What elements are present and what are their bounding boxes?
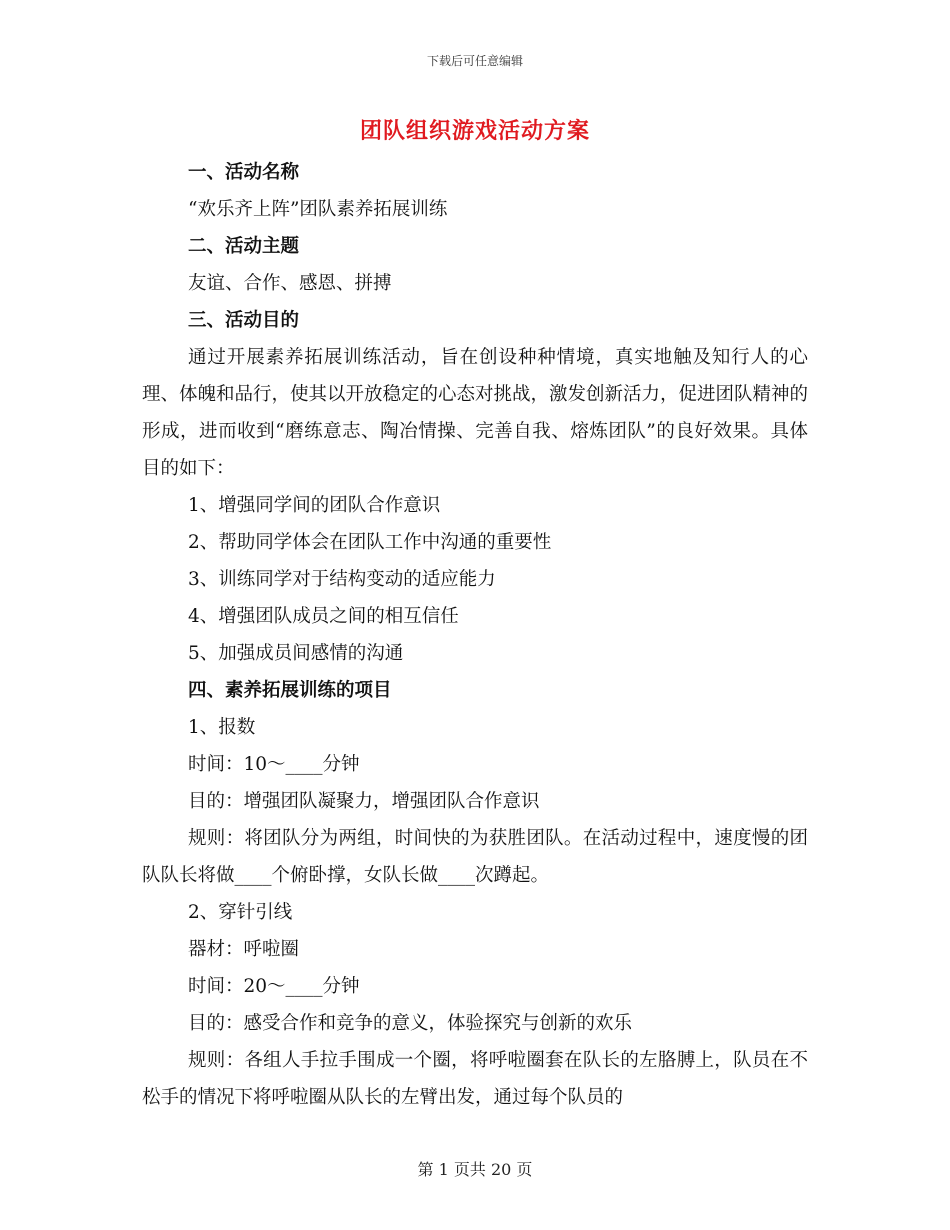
goal-item: 2、帮助同学体会在团队工作中沟通的重要性 [188, 532, 552, 553]
goal-item: 4、增强团队成员之间的相互信任 [188, 606, 459, 627]
page-header: 下载后可任意编辑 [426, 54, 523, 68]
document-body [142, 154, 808, 1116]
activity-purpose-paragraph: 通过开展素养拓展训练活动，旨在创设种种情境，真实地触及知行人的心理、体魄和品行，使其以开放稳定的心态对挑战，激发创新活力，促进团队精神的形成，进而收到“磨练意志、陶冶情操、完善自我、熔炼团队”的良好效果。具体目的如下： [142, 347, 809, 479]
document-title: 团队组织游戏活动方案 [359, 118, 590, 144]
item1-time: 时间：10～____分钟 [188, 754, 360, 775]
item1-purpose: 目的：增强团队凝聚力，增强团队合作意识 [188, 791, 540, 812]
item2-equipment: 器材：呼啦圈 [188, 939, 300, 960]
goal-item: 5、加强成员间感情的沟通 [188, 643, 404, 664]
goal-item: 3、训练同学对于结构变动的适应能力 [188, 569, 496, 590]
item1-rule: 规则：将团队分为两组，时间快的为获胜团队。在活动过程中，速度慢的团队队长将做____个俯卧撑，女队长做____次蹲起。 [142, 828, 808, 886]
section-heading-training-items: 四、素养拓展训练的项目 [188, 680, 392, 701]
section-heading-activity-name: 一、活动名称 [188, 162, 300, 183]
item2-title: 2、穿针引线 [188, 902, 293, 923]
section-heading-activity-theme: 二、活动主题 [188, 236, 300, 257]
page-footer: 第 1 页共 20 页 [417, 1160, 533, 1179]
item1-title: 1、报数 [188, 717, 256, 738]
activity-theme-text: 友谊、合作、感恩、拼搏 [188, 273, 392, 294]
activity-name-text: “欢乐齐上阵”团队素养拓展训练 [188, 199, 448, 220]
section-heading-activity-purpose: 三、活动目的 [188, 310, 300, 331]
item2-purpose: 目的：感受合作和竞争的意义，体验探究与创新的欢乐 [188, 1013, 633, 1034]
item2-time: 时间：20～____分钟 [188, 976, 360, 997]
item2-rule: 规则：各组人手拉手围成一个圈，将呼啦圈套在队长的左胳膊上，队员在不松手的情况下将呼啦圈从队长的左臂出发，通过每个队员的 [142, 1050, 808, 1108]
goal-item: 1、增强同学间的团队合作意识 [188, 495, 441, 516]
